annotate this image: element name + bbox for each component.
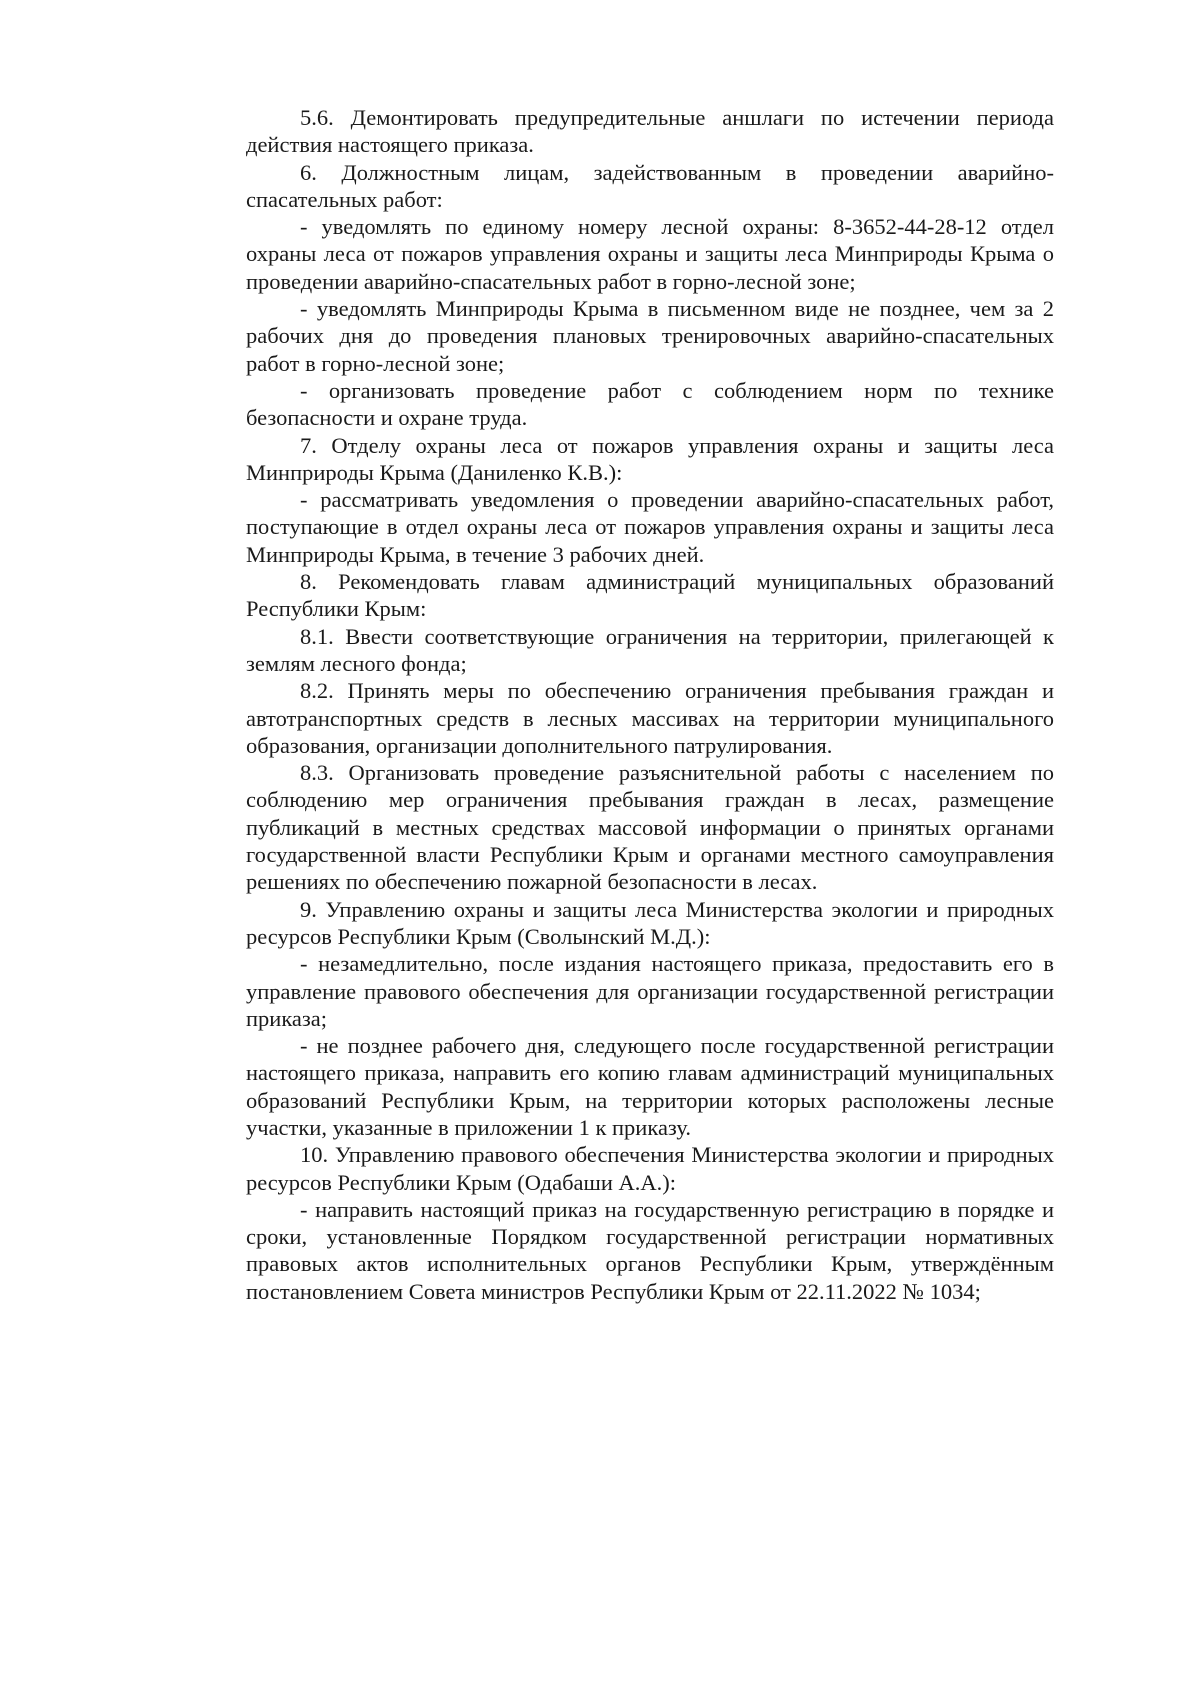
paragraph-9: 9. Управлению охраны и защиты леса Министерства экологии и природных ресурсов Республики Крым (Сволынский М.Д.): (246, 896, 1054, 949)
paragraph-7-item-1: - рассматривать уведомления о проведении аварийно-спасательных работ, поступающие в отдел охраны леса от пожаров управления охраны и защиты леса Минприроды Крыма, в течение 3 рабочих дней. (246, 487, 1054, 567)
paragraph-6-item-2: - уведомлять Минприроды Крыма в письменном виде не позднее, чем за 2 рабочих дня до проведения плановых тренировочных аварийно-спасательных работ в горно-лесной зоне; (246, 296, 1054, 376)
paragraph-6-item-3: - организовать проведение работ с соблюдением норм по технике безопасности и охране труда. (246, 377, 1054, 431)
paragraph-9-item-1: - незамедлительно, после издания настоящего приказа, предоставить его в управление правового обеспечения для организации государственной регистрации приказа; (246, 951, 1054, 1031)
paragraph-8-2: 8.2. Принять меры по обеспечению ограничения пребывания граждан и автотранспортных средств в лесных массивах на территории муниципального образования, организации дополнительного патрулирования. (246, 678, 1054, 758)
document-body (246, 104, 1054, 1305)
paragraph-8-1: 8.1. Ввести соответствующие ограничения на территории, прилегающей к землям лесного фонда; (246, 623, 1054, 676)
paragraph-7: 7. Отделу охраны леса от пожаров управления охраны и защиты леса Минприроды Крыма (Даниленко К.В.): (246, 432, 1054, 485)
paragraph-8-3: 8.3. Организовать проведение разъяснительной работы с населением по соблюдению мер ограничения пребывания граждан в лесах, размещение публикаций в местных средствах массовой информации о принятых органами государственной власти Республики Крым и органами местного самоуправления решениях по обеспечению пожарной безопасности в лесах. (246, 760, 1054, 895)
paragraph-10: 10. Управлению правового обеспечения Министерства экологии и природных ресурсов Республики Крым (Одабаши А.А.): (246, 1142, 1054, 1195)
paragraph-6: 6. Должностным лицам, задействованным в проведении аварийно-спасательных работ: (246, 159, 1054, 212)
paragraph-9-item-2: - не позднее рабочего дня, следующего после государственной регистрации настоящего приказа, направить его копию главам администраций муниципальных образований Республики Крым, на территории которых расположены лесные участки, указанные в приложении 1 к приказу. (246, 1033, 1054, 1140)
paragraph-10-item-1: - направить настоящий приказ на государственную регистрацию в порядке и сроки, установленные Порядком государственной регистрации нормативных правовых актов исполнительных органов Республики Крым, утверждённым постановлением Совета министров Республики Крым от 22.11.2022 № 1034; (246, 1196, 1054, 1304)
paragraph-5-6: 5.6. Демонтировать предупредительные аншлаги по истечении периода действия настоящего приказа. (246, 105, 1054, 158)
paragraph-6-item-1: - уведомлять по единому номеру лесной охраны: 8-3652-44-28-12 отдел охраны леса от пожаров управления охраны и защиты леса Минприроды Крыма о проведении аварийно-спасательных работ в горно-лесной зоне; (246, 214, 1054, 294)
paragraph-8: 8. Рекомендовать главам администраций муниципальных образований Республики Крым: (246, 569, 1054, 622)
